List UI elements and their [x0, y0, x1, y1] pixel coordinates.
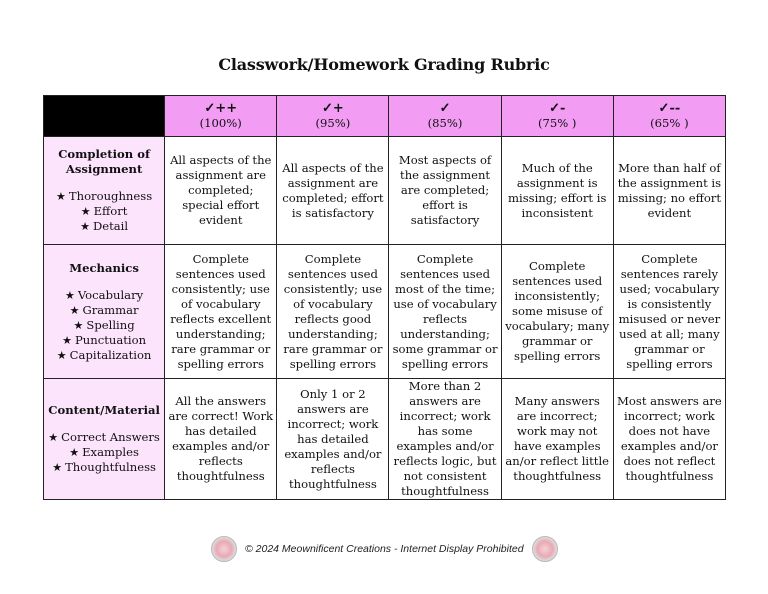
seal-icon [532, 536, 558, 562]
criteria-label: Capitalization [69, 347, 152, 362]
criteria-item [47, 219, 161, 234]
grade-mark: ✓++ [204, 101, 238, 116]
rubric-row-mechanics [44, 245, 726, 379]
grade-percent: (75% ) [537, 116, 577, 130]
rubric-row-content [44, 379, 726, 500]
criteria-item [47, 303, 161, 318]
grade-header [165, 96, 277, 137]
rubric-cell: More than 2 answers are incorrect; work has some examples and/or reflects logic, but not consistent thoughtfulness [389, 379, 501, 500]
rubric-cell: Most aspects of the assignment are completed; effort is satisfactory [389, 137, 501, 245]
header-row [44, 96, 726, 137]
criteria-label: Thoroughness [68, 189, 153, 203]
category-title: Mechanics [69, 260, 139, 275]
rubric-cell: Complete sentences rarely used; vocabulary is consistently misused or never used at all; many grammar or spelling errors [613, 245, 725, 379]
criteria-label: Grammar [82, 302, 139, 317]
star-icon: ★ [80, 220, 90, 233]
grade-header [277, 96, 389, 137]
rubric-cell: Complete sentences used inconsistently; some misuse of vocabulary; many grammar or spelling errors [501, 245, 613, 379]
criteria-label: Thoughtfulness [65, 460, 156, 474]
star-icon: ★ [62, 333, 72, 347]
page-title: Classwork/Homework Grading Rubric [218, 55, 550, 74]
criteria-item [47, 348, 161, 363]
criteria-item [47, 333, 161, 348]
star-icon: ★ [80, 205, 91, 218]
criteria-item [47, 189, 161, 204]
star-icon: ★ [56, 348, 67, 362]
seal-icon [211, 536, 237, 562]
grade-percent: (85%) [427, 116, 463, 130]
rubric-cell: Many answers are incorrect; work may not have examples an/or reflect little thoughtfulness [501, 379, 613, 500]
grade-mark: ✓ [439, 101, 451, 116]
criteria-item [47, 204, 161, 219]
grade-percent: (100%) [199, 116, 242, 130]
rubric-cell: More than half of the assignment is missing; no effort evident [613, 137, 725, 245]
criteria-label: Vocabulary [77, 287, 144, 302]
rubric-cell: Only 1 or 2 answers are incorrect; work has detailed examples and/or reflects thoughtfulness [277, 379, 389, 500]
grade-mark: ✓- [549, 101, 566, 116]
star-icon: ★ [52, 461, 63, 474]
criteria-label: Detail [92, 219, 129, 233]
category-cell [44, 245, 165, 379]
grade-header [501, 96, 613, 137]
grade-header [613, 96, 725, 137]
star-icon: ★ [69, 303, 80, 317]
criteria-label: Punctuation [74, 332, 147, 347]
rubric-cell: Complete sentences used most of the time; use of vocabulary reflects understanding; some grammar or spelling errors [389, 245, 501, 379]
rubric-cell: Much of the assignment is missing; effort is inconsistent [501, 137, 613, 245]
criteria-label: Examples [82, 445, 139, 459]
copyright-text: © 2024 Meownificent Creations - Internet Display Prohibited [245, 543, 524, 555]
criteria-item [47, 318, 161, 333]
rubric-cell: All aspects of the assignment are completed; effort is satisfactory [277, 137, 389, 245]
rubric-cell: Complete sentences used consistently; use of vocabulary reflects good understanding; rare grammar or spelling errors [277, 245, 389, 379]
star-icon: ★ [56, 190, 66, 203]
rubric-cell: All aspects of the assignment are completed; special effort evident [165, 137, 277, 245]
criteria-label: Spelling [86, 317, 135, 332]
criteria-item [47, 460, 161, 475]
footer [211, 535, 558, 563]
criteria-item [47, 445, 161, 460]
star-icon: ★ [69, 446, 80, 459]
criteria-label: Effort [93, 204, 128, 218]
star-icon: ★ [73, 318, 84, 332]
grade-mark: ✓+ [322, 101, 344, 116]
grade-mark: ✓-- [658, 101, 681, 116]
category-title: Completion of Assignment [58, 147, 150, 176]
rubric-table [43, 95, 726, 500]
rubric-cell: Complete sentences used consistently; use of vocabulary reflects excellent understanding; rare grammar or spelling errors [165, 245, 277, 379]
category-title: Content/Material [48, 403, 160, 417]
rubric-cell: All the answers are correct! Work has detailed examples and/or reflects thoughtfulness [165, 379, 277, 500]
criteria-item [47, 288, 161, 303]
criteria-label: Correct Answers [61, 430, 160, 444]
category-cell [44, 137, 165, 245]
rubric-cell: Most answers are incorrect; work does not have examples and/or does not reflect thoughtfulness [613, 379, 725, 500]
grade-percent: (95%) [315, 116, 351, 130]
grade-header [389, 96, 501, 137]
criteria-item [47, 430, 161, 445]
corner-cell [44, 96, 165, 137]
rubric-row-completion [44, 137, 726, 245]
category-cell [44, 379, 165, 500]
grade-percent: (65% ) [650, 116, 689, 130]
star-icon: ★ [65, 288, 75, 302]
star-icon: ★ [48, 431, 59, 444]
